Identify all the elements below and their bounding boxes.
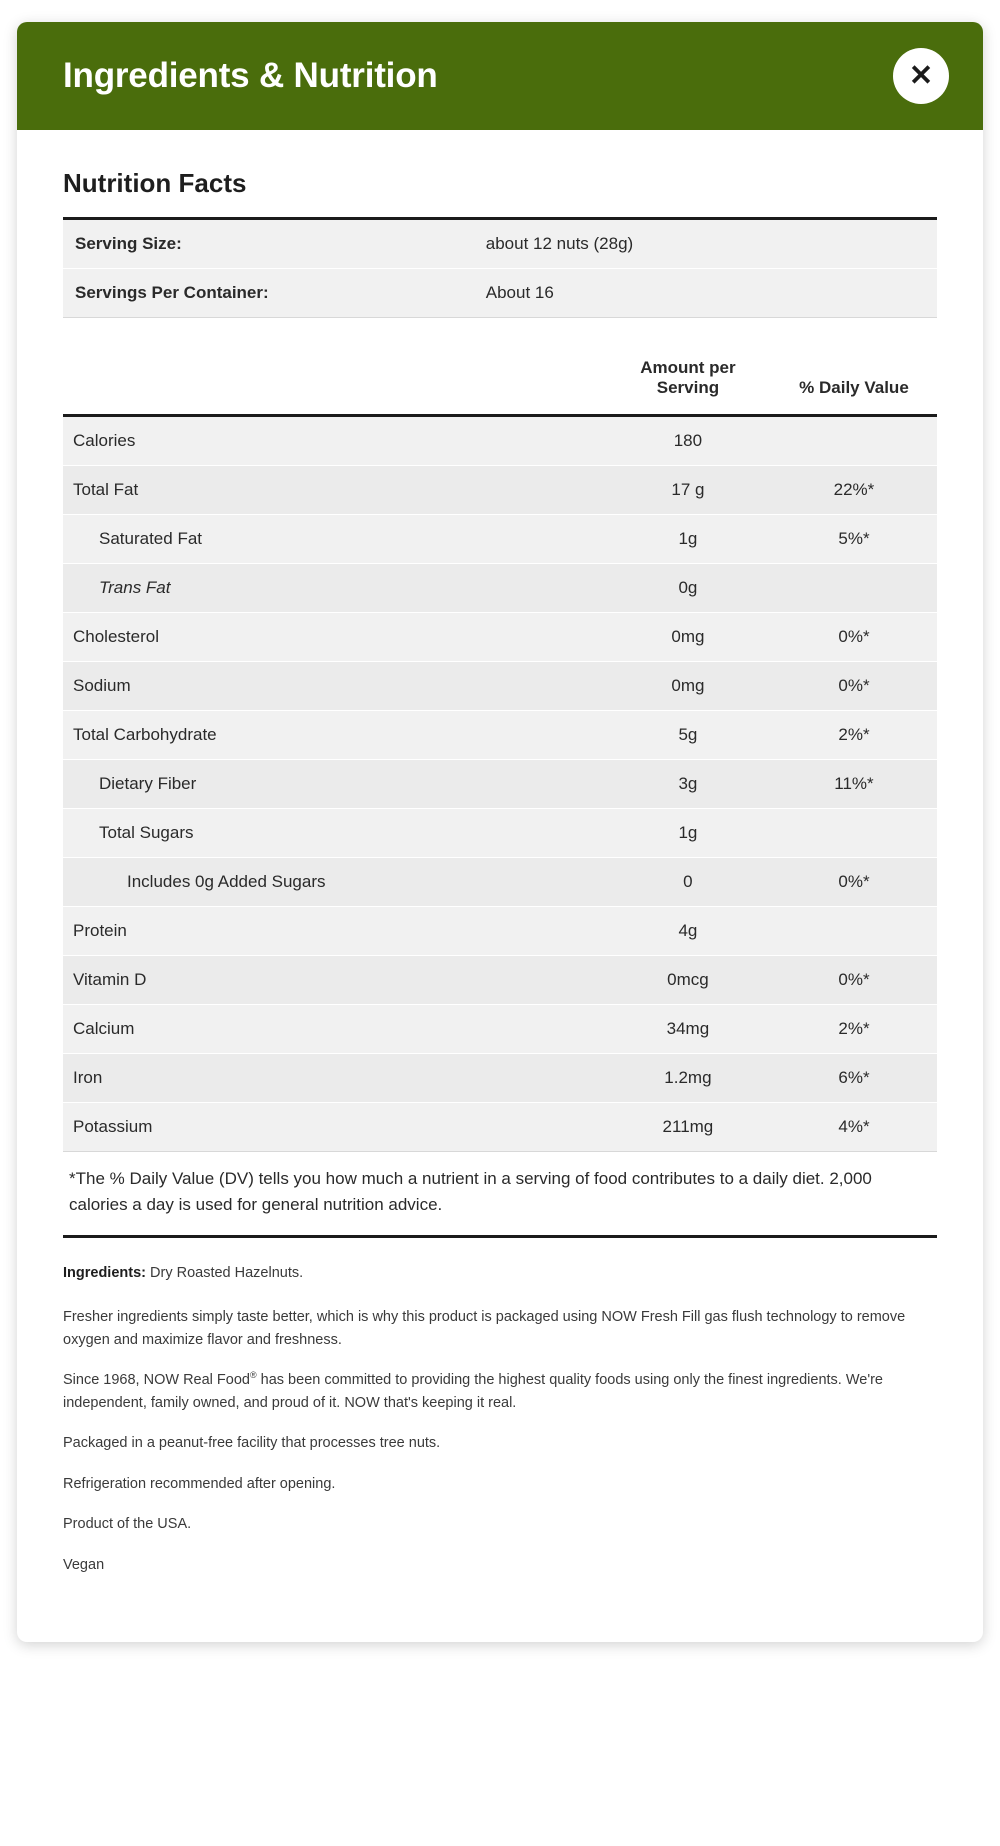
nutrient-amount: 4g — [605, 907, 771, 956]
page-title: Ingredients & Nutrition — [63, 56, 438, 95]
nutrient-name: Vitamin D — [63, 956, 605, 1005]
servings-per-container-value: About 16 — [474, 269, 937, 318]
modal-header — [17, 22, 983, 130]
nutrient-name: Total Sugars — [63, 809, 605, 858]
table-row — [63, 416, 937, 466]
ingredients-label: Ingredients: — [63, 1265, 146, 1281]
close-button[interactable] — [893, 48, 949, 104]
nutrient-dv: 11%* — [771, 760, 937, 809]
table-row — [63, 269, 937, 318]
nutrition-table-wrap — [63, 352, 937, 1238]
nutrient-name: Cholesterol — [63, 613, 605, 662]
nutrient-amount: 0mg — [605, 613, 771, 662]
nutrition-facts-heading: Nutrition Facts — [63, 168, 247, 198]
allergen-paragraph: Packaged in a peanut-free facility that processes tree nuts. — [63, 1435, 441, 1452]
table-row — [63, 662, 937, 711]
nutrient-amount: 0 — [605, 858, 771, 907]
col-amount-header: Amount per Serving — [605, 352, 771, 416]
nutrient-dv: 5%* — [771, 515, 937, 564]
registered-mark-icon: ® — [249, 1370, 257, 1381]
servings-per-container-label: Servings Per Container: — [63, 269, 474, 318]
nutrient-dv: 2%* — [771, 711, 937, 760]
nutrient-dv: 6%* — [771, 1054, 937, 1103]
nutrient-name: Potassium — [63, 1103, 605, 1152]
serving-info-table — [63, 217, 937, 318]
nutrient-name: Sodium — [63, 662, 605, 711]
table-row — [63, 907, 937, 956]
table-row — [63, 564, 937, 613]
nutrient-dv — [771, 907, 937, 956]
nutrient-dv — [771, 416, 937, 466]
table-row — [63, 956, 937, 1005]
table-row — [63, 858, 937, 907]
nutrient-amount: 1g — [605, 809, 771, 858]
nutrient-dv: 22%* — [771, 466, 937, 515]
nutrient-dv: 4%* — [771, 1103, 937, 1152]
nutrient-name: Saturated Fat — [63, 515, 605, 564]
table-row — [63, 1005, 937, 1054]
ingredients-section — [63, 1238, 937, 1576]
nutrient-amount: 0mg — [605, 662, 771, 711]
nutrient-dv: 0%* — [771, 858, 937, 907]
nutrient-dv: 2%* — [771, 1005, 937, 1054]
nutrient-name: Dietary Fiber — [63, 760, 605, 809]
nutrient-name: Calcium — [63, 1005, 605, 1054]
freshness-paragraph: Fresher ingredients simply taste better, which is why this product is packaged using NOW Fresh Fill gas flush technology to remove oxygen and maximize flavor and freshness. — [63, 1309, 906, 1348]
table-row — [63, 1103, 937, 1152]
brand-text-part2: has been committed to providing the highest quality foods using only the finest ingredients. We're independent, family owned, and proud of it. NOW that's keeping it real. — [63, 1372, 883, 1411]
nutrient-dv — [771, 564, 937, 613]
serving-size-value: about 12 nuts (28g) — [474, 219, 937, 269]
serving-size-label: Serving Size: — [63, 219, 474, 269]
nutrient-amount: 0mcg — [605, 956, 771, 1005]
table-row — [63, 466, 937, 515]
nutrient-name: Protein — [63, 907, 605, 956]
nutrient-dv — [771, 809, 937, 858]
col-daily-value-header: % Daily Value — [771, 352, 937, 416]
table-header-row — [63, 352, 937, 416]
table-row — [63, 760, 937, 809]
col-nutrient-header — [63, 352, 605, 416]
modal-body — [17, 130, 983, 1642]
daily-value-note: *The % Daily Value (DV) tells you how much a nutrient in a serving of food contributes to a daily diet. 2,000 calories a day is used for general nutrition advice. — [63, 1152, 937, 1238]
close-icon: ✕ — [908, 59, 934, 92]
nutrient-name: Trans Fat — [63, 564, 605, 613]
nutrient-dv: 0%* — [771, 662, 937, 711]
nutrient-name: Includes 0g Added Sugars — [63, 858, 605, 907]
nutrient-amount: 34mg — [605, 1005, 771, 1054]
nutrient-amount: 180 — [605, 416, 771, 466]
table-row — [63, 515, 937, 564]
storage-paragraph: Refrigeration recommended after opening. — [63, 1475, 336, 1492]
nutrient-amount: 5g — [605, 711, 771, 760]
brand-paragraph — [63, 1369, 937, 1414]
nutrient-amount: 211mg — [605, 1103, 771, 1152]
table-row — [63, 809, 937, 858]
ingredients-list: Dry Roasted Hazelnuts. — [150, 1265, 304, 1281]
nutrient-amount: 1.2mg — [605, 1054, 771, 1103]
nutrient-name: Total Carbohydrate — [63, 711, 605, 760]
nutrient-amount: 17 g — [605, 466, 771, 515]
table-row — [63, 711, 937, 760]
table-row — [63, 219, 937, 269]
nutrient-name: Total Fat — [63, 466, 605, 515]
table-row — [63, 1054, 937, 1103]
nutrient-amount: 3g — [605, 760, 771, 809]
nutrient-dv: 0%* — [771, 613, 937, 662]
nutrient-dv: 0%* — [771, 956, 937, 1005]
vegan-paragraph: Vegan — [63, 1556, 105, 1573]
nutrient-name: Calories — [63, 416, 605, 466]
nutrient-name: Iron — [63, 1054, 605, 1103]
origin-paragraph: Product of the USA. — [63, 1516, 192, 1533]
table-row — [63, 613, 937, 662]
ingredients-nutrition-modal — [17, 22, 983, 1642]
nutrient-amount: 1g — [605, 515, 771, 564]
nutrition-table — [63, 352, 937, 1152]
ingredients-line — [63, 1262, 937, 1284]
nutrient-amount: 0g — [605, 564, 771, 613]
brand-text-part1: Since 1968, NOW Real Food — [63, 1372, 250, 1389]
